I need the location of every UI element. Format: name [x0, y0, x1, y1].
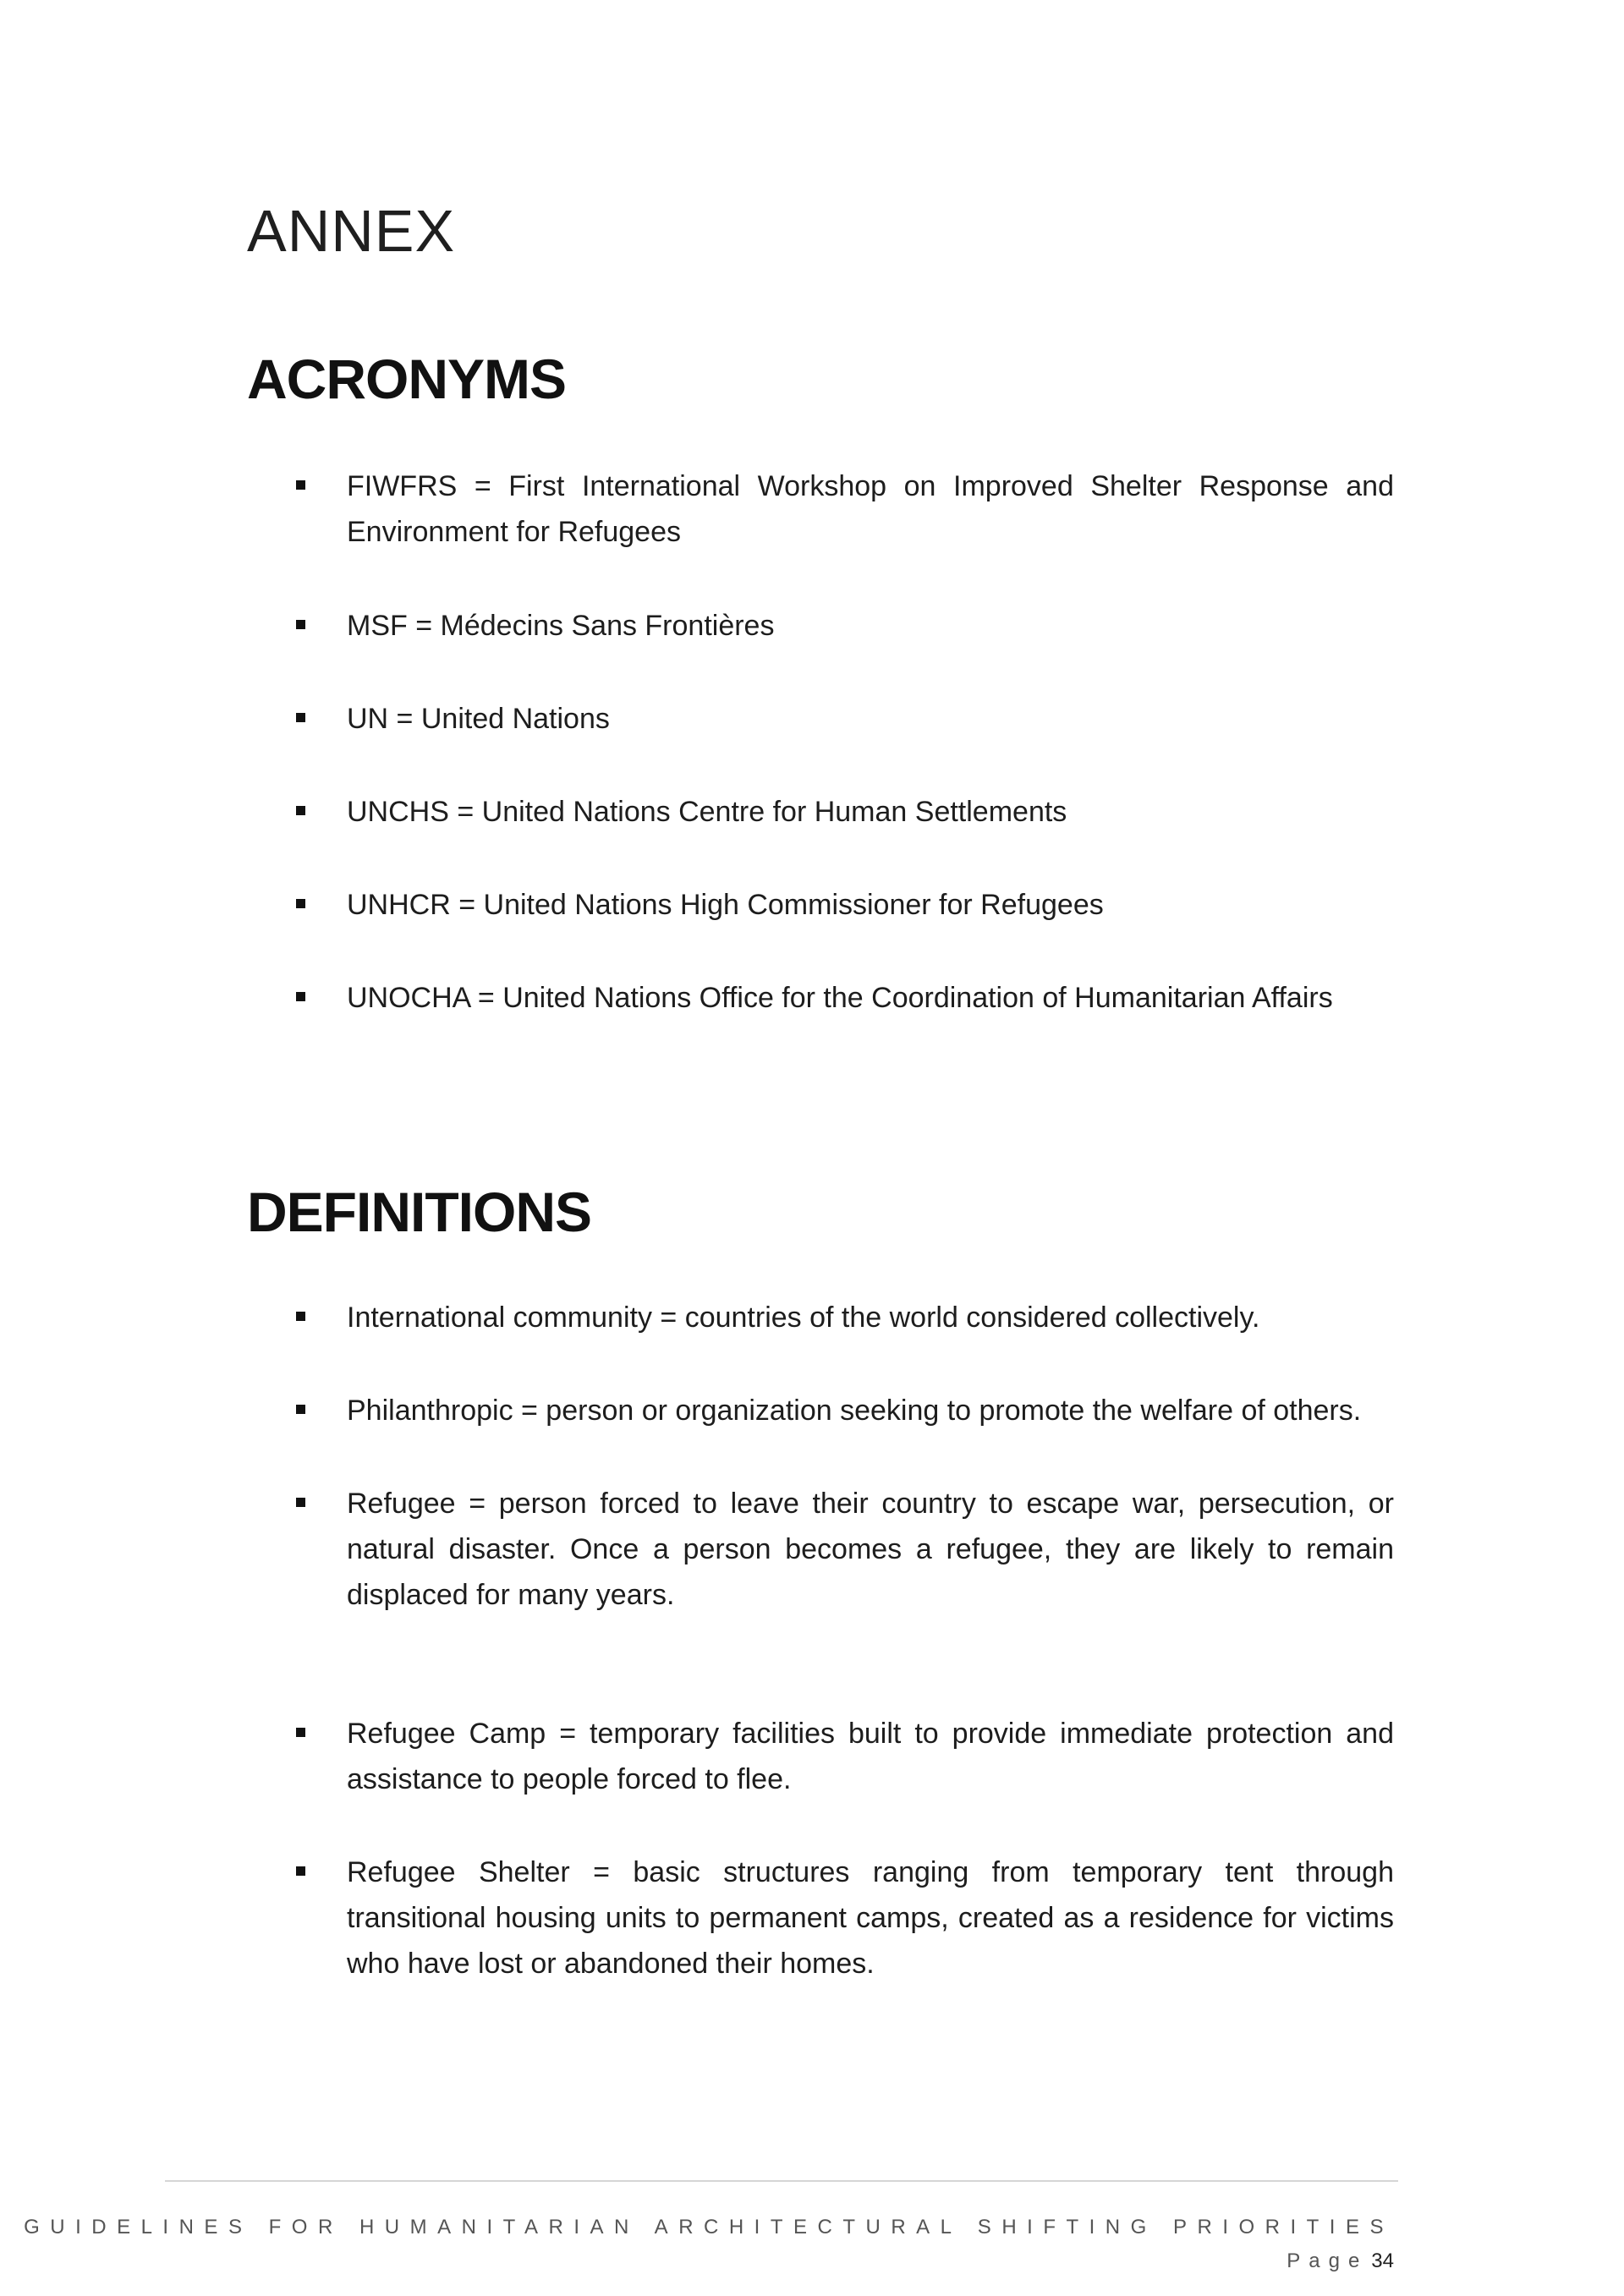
- square-bullet-icon: [296, 620, 305, 629]
- acronym-item: [296, 789, 1394, 835]
- acronym-item: [296, 463, 1394, 555]
- definition-text: International community = countries of the world considered collectively.: [347, 1301, 1260, 1334]
- acronym-text: FIWFRS = First International Workshop on Improved Shelter Response and Environment for Refugees: [347, 470, 1394, 548]
- square-bullet-icon: [296, 899, 305, 908]
- acronym-item: [296, 975, 1394, 1021]
- footer-divider: [165, 2180, 1398, 2182]
- acronym-text: UN = United Nations: [347, 703, 610, 735]
- page-number-value: 34: [1371, 2249, 1394, 2272]
- annex-title: ANNEX: [247, 198, 456, 264]
- page-number: [1287, 2251, 1394, 2271]
- square-bullet-icon: [296, 1866, 305, 1876]
- square-bullet-icon: [296, 1728, 305, 1737]
- definitions-heading: DEFINITIONS: [247, 1181, 592, 1243]
- acronym-item: [296, 603, 1394, 649]
- definitions-list: [296, 1295, 1394, 2034]
- definition-text: Philanthropic = person or organization seeking to promote the welfare of others.: [347, 1395, 1362, 1427]
- acronym-item: [296, 696, 1394, 742]
- square-bullet-icon: [296, 1498, 305, 1507]
- acronyms-list: [296, 463, 1394, 1068]
- square-bullet-icon: [296, 1312, 305, 1321]
- definition-item: [296, 1295, 1394, 1340]
- square-bullet-icon: [296, 713, 305, 722]
- square-bullet-icon: [296, 480, 305, 490]
- acronym-text: UNCHS = United Nations Centre for Human Settlements: [347, 796, 1067, 828]
- footer-title: GUIDELINES FOR HUMANITARIAN ARCHITECTURAL SHIFTING PRIORITIES: [24, 2216, 1394, 2238]
- square-bullet-icon: [296, 806, 305, 815]
- definition-text: Refugee Shelter = basic structures ranging from temporary tent through transitional housing units to permanent camps, created as a residence for victims who have lost or abandoned their homes.: [347, 1856, 1394, 1980]
- definition-item: [296, 1711, 1394, 1802]
- acronym-text: UNOCHA = United Nations Office for the Coordination of Humanitarian Affairs: [347, 982, 1333, 1014]
- definition-item: [296, 1388, 1394, 1433]
- definition-item: [296, 1481, 1394, 1618]
- definition-item: [296, 1849, 1394, 1986]
- acronym-item: [296, 882, 1394, 928]
- acronyms-heading: ACRONYMS: [247, 348, 567, 410]
- page-label: Page: [1287, 2249, 1369, 2272]
- square-bullet-icon: [296, 992, 305, 1001]
- definition-text: Refugee Camp = temporary facilities built to provide immediate protection and assistance to people forced to flee.: [347, 1718, 1394, 1795]
- square-bullet-icon: [296, 1405, 305, 1414]
- definition-text: Refugee = person forced to leave their country to escape war, persecution, or natural disaster. Once a person becomes a refugee, they are likely to remain displaced for many years.: [347, 1488, 1394, 1611]
- acronym-text: UNHCR = United Nations High Commissioner for Refugees: [347, 889, 1104, 921]
- acronym-text: MSF = Médecins Sans Frontières: [347, 610, 775, 642]
